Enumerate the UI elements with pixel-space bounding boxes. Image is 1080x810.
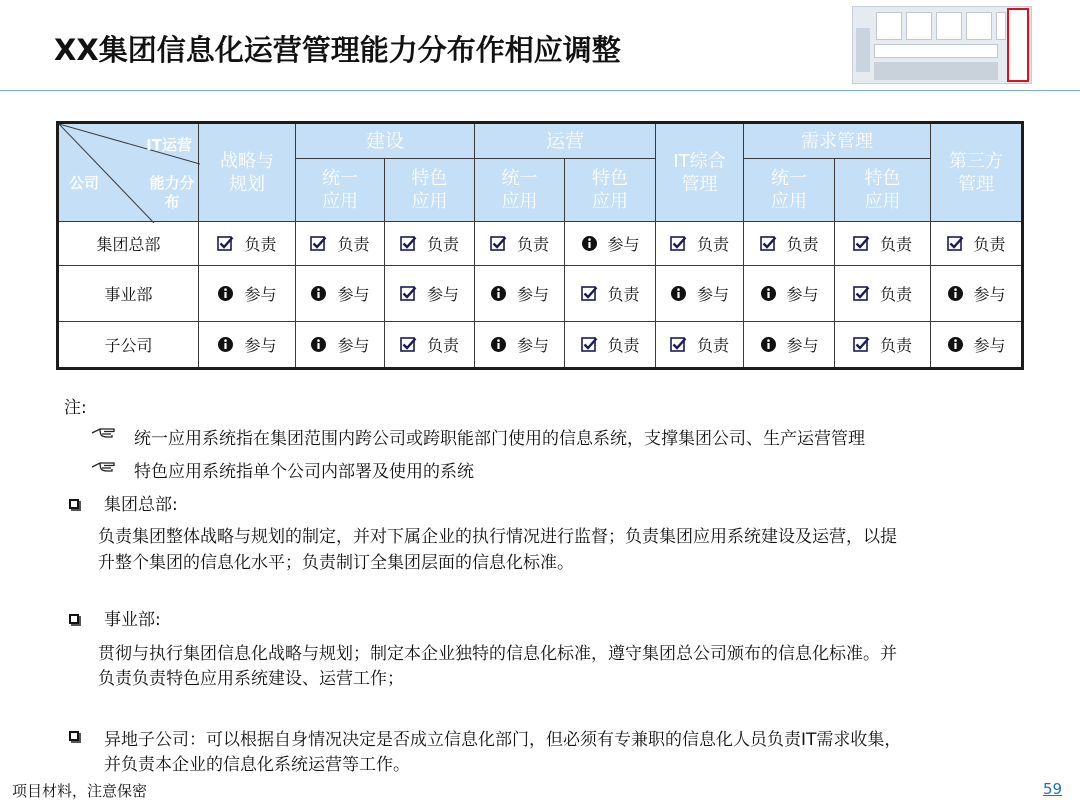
matrix-cell: [296, 322, 385, 369]
section-line: 升整个集团的信息化水平；负责制订全集团层面的信息化标准。: [98, 553, 574, 573]
checkbox-bullet-icon: [69, 499, 79, 509]
table-row: [58, 222, 1023, 266]
checkbox-checked-icon: [853, 235, 870, 252]
matrix-cell: [835, 266, 931, 322]
corner-capability: 能力分布: [149, 174, 195, 211]
corner-it-ops: IT运营: [146, 136, 192, 154]
matrix-cell: [385, 266, 475, 322]
section-line: 负责负责特色应用系统建设、运营工作；: [98, 669, 404, 689]
info-icon: [947, 336, 964, 353]
corner-company: 公司: [69, 174, 100, 192]
info-icon: [670, 285, 687, 302]
matrix-cell: [296, 266, 385, 322]
matrix-cell: [199, 222, 296, 266]
section-heading: 事业部:: [104, 610, 161, 630]
matrix-cell: [385, 222, 475, 266]
matrix-cell: [931, 266, 1023, 322]
cell-status-text: 参与: [697, 284, 730, 304]
cell-status-text: 负责: [880, 284, 913, 304]
checkbox-checked-icon: [310, 235, 327, 252]
header-third-party: 第三方管理: [931, 123, 1023, 222]
matrix-cell: [475, 222, 565, 266]
matrix-cell: [835, 322, 931, 369]
matrix-cell: [475, 322, 565, 369]
cell-status-text: 参与: [517, 335, 550, 355]
cell-status-text: 参与: [337, 335, 370, 355]
section-heading: 异地子公司：可以根据自身情况决定是否成立信息化部门，但必须有专兼职的信息化人员负责IT需求收集，: [104, 730, 902, 750]
info-icon: [947, 285, 964, 302]
checkbox-checked-icon: [760, 235, 777, 252]
pointing-hand-icon: [90, 458, 120, 474]
cell-status-text: 负责: [607, 335, 640, 355]
subheader-special: 特色应用: [565, 159, 656, 222]
info-icon: [217, 285, 234, 302]
capability-matrix: [56, 121, 1024, 370]
table-row: [58, 266, 1023, 322]
title-divider: [0, 90, 1080, 91]
cell-status-text: 负责: [244, 234, 277, 254]
info-icon: [310, 336, 327, 353]
checkbox-checked-icon: [947, 235, 964, 252]
matrix-cell: [835, 222, 931, 266]
matrix-cell: [656, 322, 744, 369]
subheader-unified: 统一应用: [744, 159, 835, 222]
cell-status-text: 负责: [337, 234, 370, 254]
cell-status-text: 负责: [786, 234, 819, 254]
checkbox-checked-icon: [400, 235, 417, 252]
checkbox-checked-icon: [853, 285, 870, 302]
cell-status-text: 参与: [517, 284, 550, 304]
note-item: 统一应用系统指在集团范围内跨公司或跨职能部门使用的信息系统，支撑集团公司、生产运营管理: [134, 429, 865, 449]
cell-status-text: 负责: [427, 335, 460, 355]
notes-label: 注:: [64, 398, 87, 418]
cell-status-text: 负责: [697, 335, 730, 355]
cell-status-text: 参与: [244, 284, 277, 304]
info-icon: [581, 235, 598, 252]
matrix-cell: [744, 266, 835, 322]
section-line: 贯彻与执行集团信息化战略与规划；制定本企业独特的信息化标准，遵守集团总公司颁布的信息化标准。并: [98, 644, 897, 664]
corner-header: [58, 123, 199, 222]
info-icon: [490, 285, 507, 302]
checkbox-checked-icon: [581, 285, 598, 302]
row-label: 子公司: [58, 322, 199, 369]
checkbox-bullet-icon: [69, 614, 79, 624]
matrix-cell: [475, 266, 565, 322]
checkbox-checked-icon: [217, 235, 234, 252]
matrix-cell: [931, 322, 1023, 369]
header-demand: 需求管理: [744, 123, 931, 159]
info-icon: [760, 336, 777, 353]
info-icon: [310, 285, 327, 302]
cell-status-text: 参与: [973, 284, 1006, 304]
matrix-cell: [565, 222, 656, 266]
matrix-cell: [744, 322, 835, 369]
header-it-mgmt: IT综合管理: [656, 123, 744, 222]
checkbox-checked-icon: [581, 336, 598, 353]
cell-status-text: 参与: [427, 284, 460, 304]
cell-status-text: 参与: [786, 284, 819, 304]
checkbox-checked-icon: [670, 336, 687, 353]
page-title: XX集团信息化运营管理能力分布作相应调整: [54, 33, 621, 67]
cell-status-text: 负责: [880, 234, 913, 254]
matrix-cell: [744, 222, 835, 266]
cell-status-text: 负责: [427, 234, 460, 254]
info-icon: [760, 285, 777, 302]
subheader-special: 特色应用: [385, 159, 475, 222]
cell-status-text: 参与: [244, 335, 277, 355]
matrix-cell: [931, 222, 1023, 266]
row-label: 集团总部: [58, 222, 199, 266]
thumbnail-highlight: [1007, 8, 1029, 82]
page-number[interactable]: 59: [1043, 780, 1063, 798]
pointing-hand-icon: [90, 424, 120, 440]
matrix-cell: [199, 322, 296, 369]
header-build: 建设: [296, 123, 475, 159]
matrix-cell: [565, 322, 656, 369]
checkbox-checked-icon: [490, 235, 507, 252]
checkbox-bullet-icon: [69, 731, 79, 741]
subheader-unified: 统一应用: [475, 159, 565, 222]
checkbox-checked-icon: [400, 285, 417, 302]
cell-status-text: 负责: [973, 234, 1006, 254]
subheader-unified: 统一应用: [296, 159, 385, 222]
cell-status-text: 负责: [607, 284, 640, 304]
matrix-cell: [656, 266, 744, 322]
cell-status-text: 负责: [697, 234, 730, 254]
matrix-cell: [199, 266, 296, 322]
section-line: 负责集团整体战略与规划的制定，并对下属企业的执行情况进行监督；负责集团应用系统建设及运营，以提: [98, 527, 897, 547]
checkbox-checked-icon: [400, 336, 417, 353]
table-row: [58, 322, 1023, 369]
checkbox-checked-icon: [853, 336, 870, 353]
note-item: 特色应用系统指单个公司内部署及使用的系统: [134, 462, 474, 482]
matrix-cell: [385, 322, 475, 369]
slide-thumbnail: [852, 6, 1032, 84]
cell-status-text: 负责: [517, 234, 550, 254]
matrix-cell: [656, 222, 744, 266]
matrix-cell: [565, 266, 656, 322]
checkbox-checked-icon: [670, 235, 687, 252]
cell-status-text: 参与: [786, 335, 819, 355]
matrix-cell: [296, 222, 385, 266]
header-operate: 运营: [475, 123, 656, 159]
section-line: 并负责本企业的信息化系统运营等工作。: [104, 755, 410, 775]
subheader-special: 特色应用: [835, 159, 931, 222]
cell-status-text: 参与: [337, 284, 370, 304]
cell-status-text: 参与: [973, 335, 1006, 355]
cell-status-text: 负责: [880, 335, 913, 355]
info-icon: [490, 336, 507, 353]
cell-status-text: 参与: [607, 234, 640, 254]
footer-confidential: 项目材料，注意保密: [12, 782, 148, 800]
header-strategy: 战略与规划: [199, 123, 296, 222]
row-label: 事业部: [58, 266, 199, 322]
section-heading: 集团总部:: [104, 495, 178, 515]
info-icon: [217, 336, 234, 353]
